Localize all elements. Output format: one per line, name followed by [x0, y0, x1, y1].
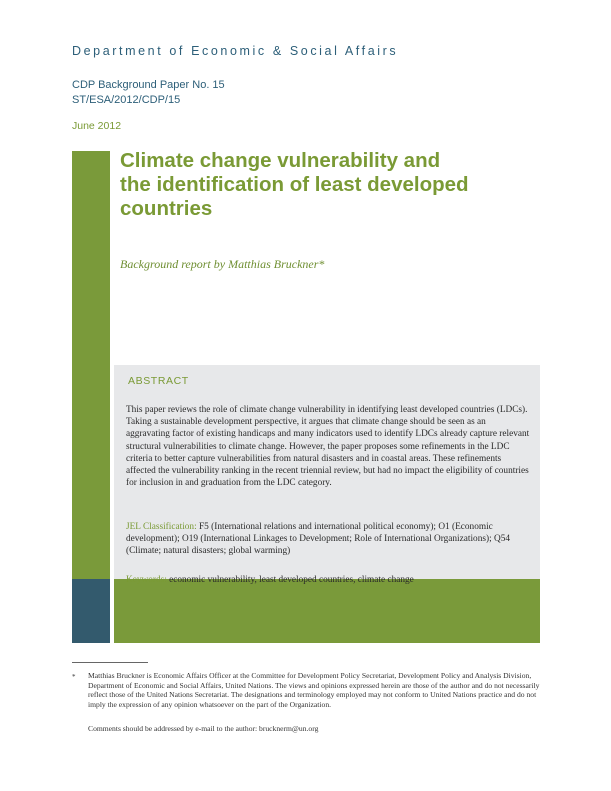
title-line-3: countries	[120, 197, 213, 220]
department-name: Department of Economic & Social Affairs	[72, 44, 399, 58]
publication-date: June 2012	[72, 120, 122, 132]
footnote-rule	[72, 662, 148, 663]
abstract-box	[114, 365, 540, 585]
side-accent-bar	[72, 151, 110, 579]
title-line-2: the identification of least developed	[120, 173, 469, 196]
keywords-text: economic vulnerability, least developed countries, climate change	[169, 575, 414, 585]
paper-subtitle: Background report by Matthias Bruckner*	[120, 257, 325, 271]
paper-series	[72, 78, 225, 108]
paper-title	[120, 149, 530, 221]
paper-symbol: ST/ESA/2012/CDP/15	[72, 94, 181, 106]
footnote-mark: *	[72, 673, 76, 681]
title-line-1: Climate change vulnerability and	[120, 149, 441, 172]
abstract-heading: ABSTRACT	[128, 375, 189, 387]
paper-number: CDP Background Paper No. 15	[72, 79, 225, 91]
jel-label: JEL Classification:	[126, 522, 197, 532]
keywords	[126, 574, 530, 586]
corner-block	[72, 579, 110, 643]
bottom-accent-strip	[114, 579, 540, 643]
footnote-text: Matthias Bruckner is Economic Affairs Officer at the Committee for Development Policy Secretariat, Development Policy and Analysis Division, Department of Economic and Social Affairs, United Nations. The views and opinions expressed herein are those of the author and do not necessarily reflect those of the United Nations Secretariat. The designations and terminology employed may not conform to United Nations practice and do not imply the expression of any opinion whatsoever on the part of the Organization.	[88, 671, 540, 709]
jel-text: F5 (International relations and international political economy); O1 (Economic development); O19 (International Linkages to Development; Role of International Organizations); Q54 (Climate; natural disasters; global warming)	[126, 522, 510, 557]
footnote-contact: Comments should be addressed by e-mail to the author: brucknerm@un.org	[88, 724, 319, 733]
jel-classification	[126, 521, 530, 558]
keywords-label: Keywords:	[126, 575, 167, 585]
abstract-body: This paper reviews the role of climate change vulnerability in identifying least developed countries (LDCs). Taking a sustainable development perspective, it argues that climate change should be seen as an aggravating factor of existing handicaps and many indicators used to identify LDCs already capture relevant structural vulnerabilities to climate change. However, the paper proposes some refinements in the LDC criteria to better capture vulnerabilities from natural disasters and in coastal areas. These refinements affected the vulnerability ranking in the recent triennial review, but had no impact the eligibility of countries for inclusion in and graduation from the LDC category.	[126, 405, 530, 489]
